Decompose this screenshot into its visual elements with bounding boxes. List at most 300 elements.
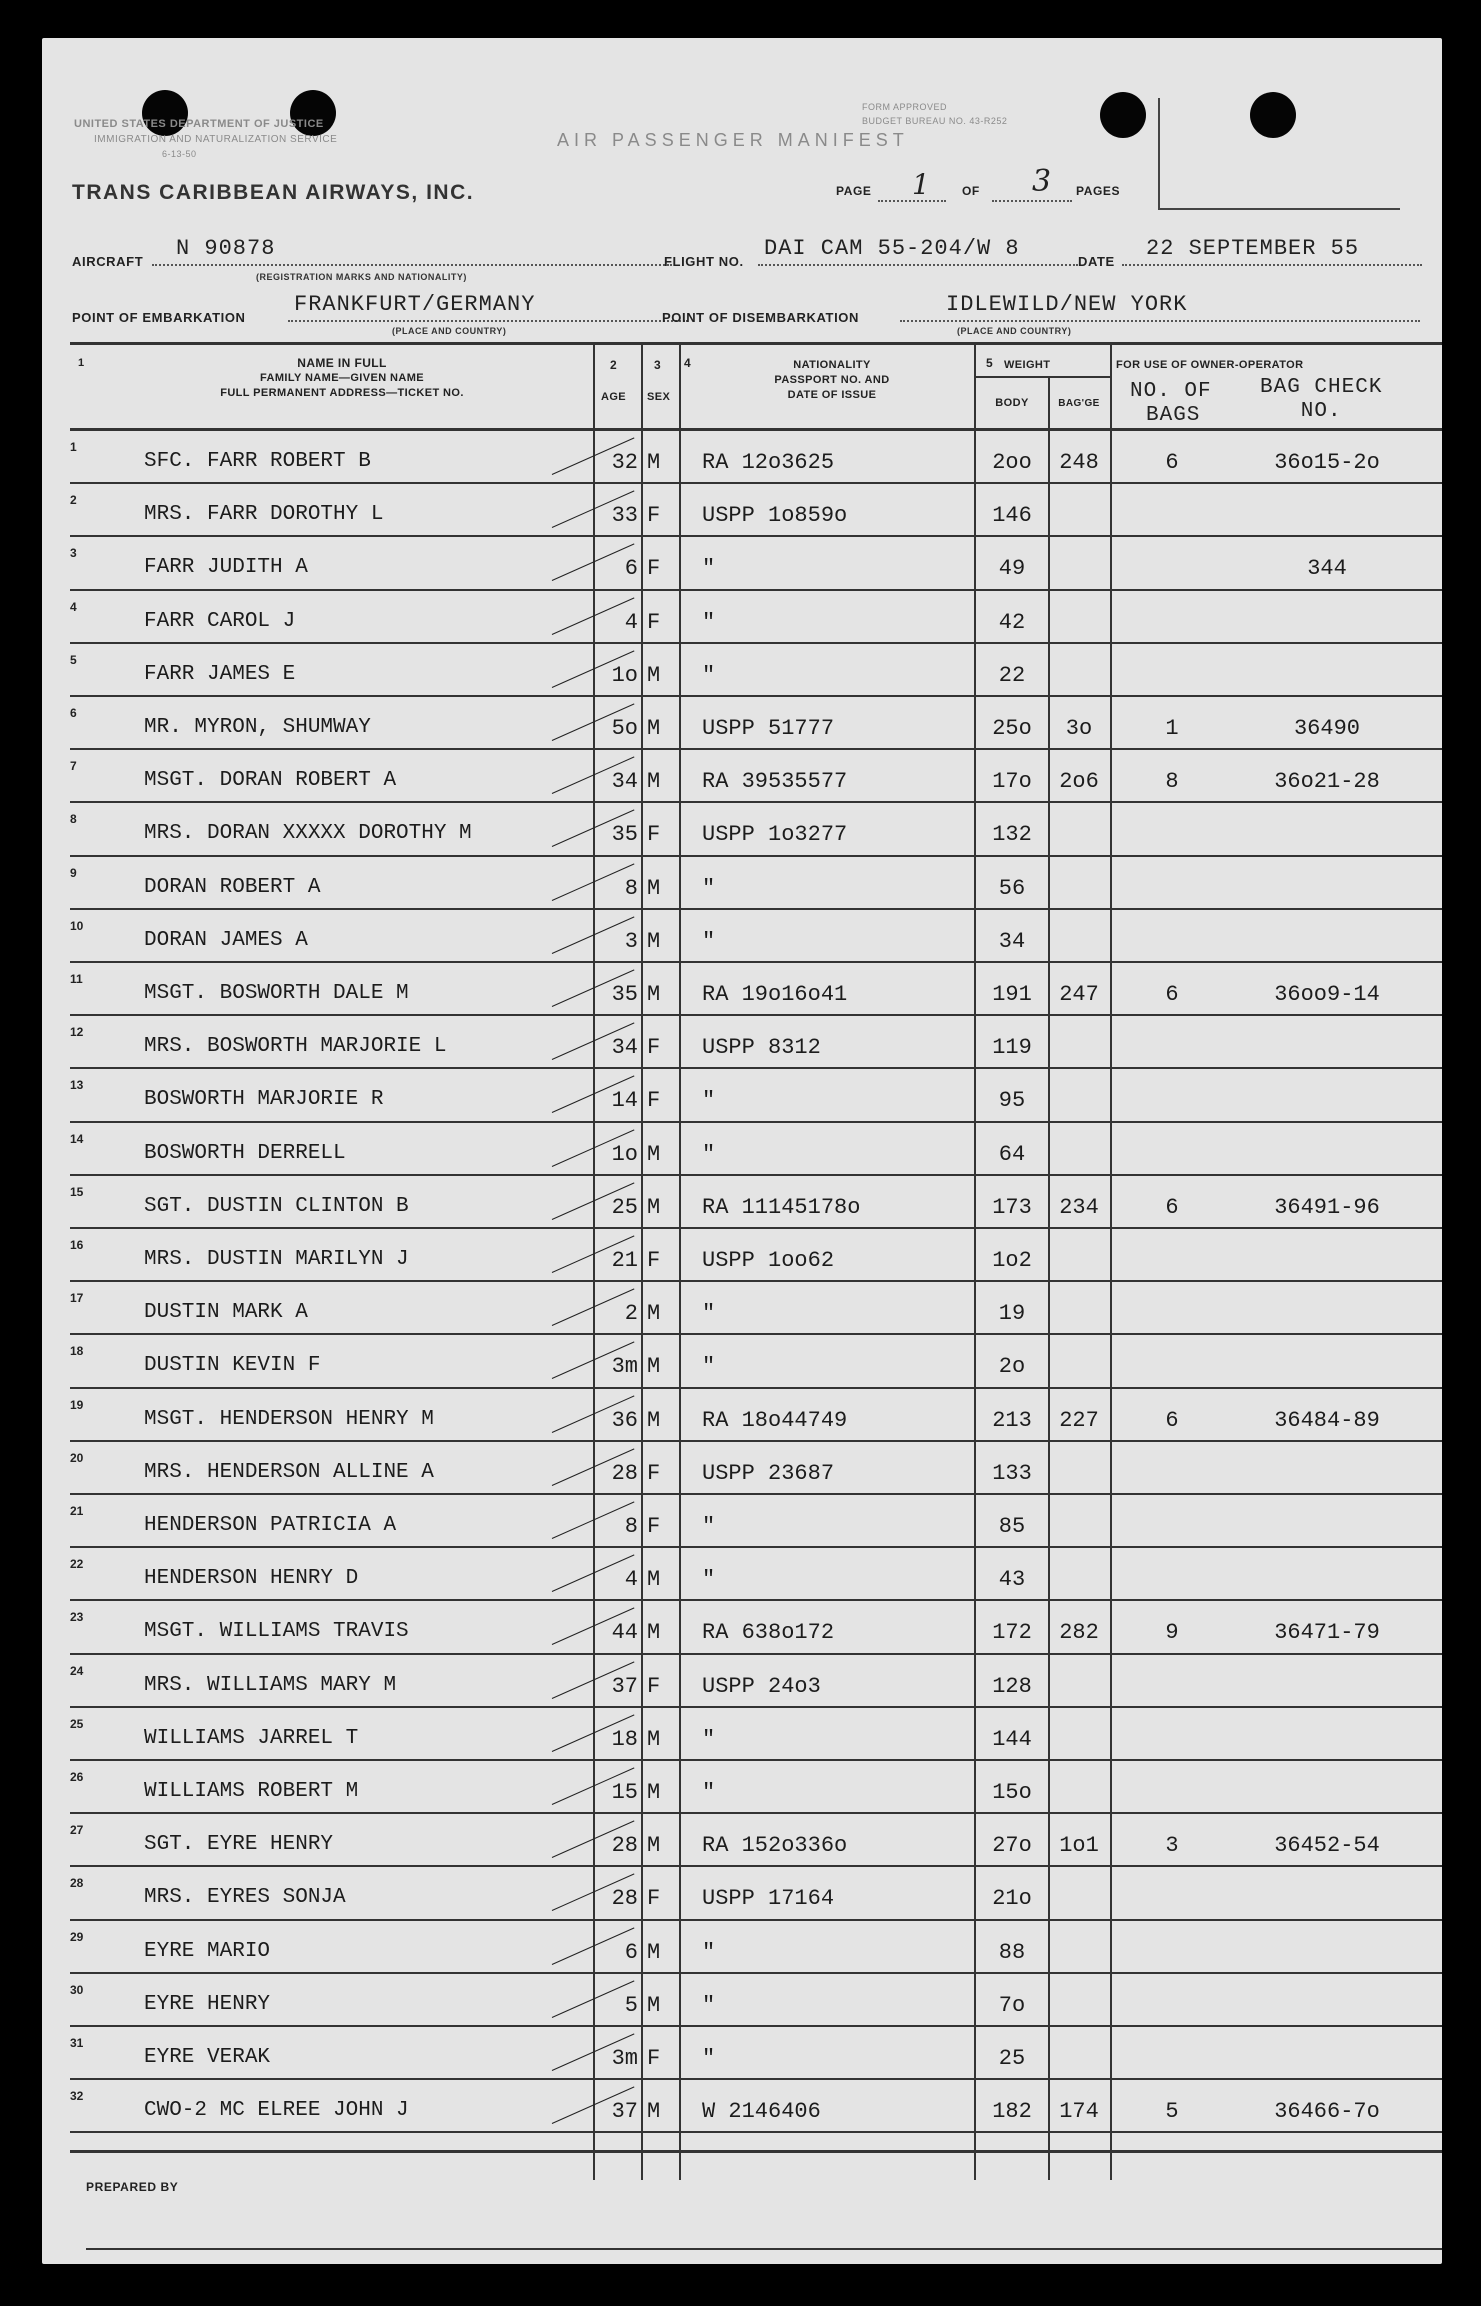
passenger-name: MRS. WILLIAMS MARY M — [144, 1673, 397, 1697]
flight-value: DAI CAM 55-204/W 8 — [764, 236, 1020, 261]
disembark-value: IDLEWILD/NEW YORK — [946, 292, 1188, 317]
passenger-sex: F — [647, 1088, 661, 1114]
bag-check-number: 36491-96 — [1274, 1194, 1380, 1220]
page-underline — [878, 200, 946, 202]
body-weight: 21o — [992, 1886, 1032, 1912]
row-rule — [70, 695, 1442, 697]
bag-check-number: 36452-54 — [1274, 1833, 1380, 1859]
col-name-header: NAME IN FULL FAMILY NAME—GIVEN NAME FULL PERMANENT ADDRESS—TICKET NO. — [220, 356, 464, 399]
passenger-passport: " — [702, 1088, 716, 1114]
passenger-sex: F — [647, 556, 661, 582]
passenger-age: 34 — [611, 1035, 638, 1061]
bag-check-number: 36484-89 — [1274, 1407, 1380, 1433]
row-number: 30 — [70, 1982, 84, 1997]
row-number: 28 — [70, 1876, 84, 1891]
passenger-name: MRS. HENDERSON ALLINE A — [144, 1460, 434, 1484]
passenger-sex: F — [647, 1248, 661, 1273]
passenger-name: FARR CAROL J — [144, 609, 296, 633]
passenger-passport: RA 39535577 — [702, 769, 848, 795]
passenger-age: 18 — [611, 1726, 638, 1752]
row-number: 4 — [70, 599, 77, 614]
col-num: 3 — [654, 358, 662, 372]
passenger-passport: RA 638o172 — [702, 1620, 835, 1646]
baggage-weight: 174 — [1059, 2099, 1099, 2125]
passenger-passport: RA 18o44749 — [702, 1407, 848, 1433]
agency-line: 6-13-50 — [162, 149, 197, 159]
bag-count: 6 — [1165, 1194, 1179, 1220]
passenger-age: 15 — [611, 1780, 638, 1805]
row-number: 21 — [70, 1504, 84, 1518]
bag-check-number: 36oo9-14 — [1274, 982, 1380, 1007]
row-number: 16 — [70, 1238, 84, 1252]
bag-count: 6 — [1165, 1407, 1179, 1433]
row-rule — [70, 535, 1442, 537]
date-underline — [1122, 264, 1422, 266]
passenger-sex: M — [647, 1141, 661, 1167]
row-number: 14 — [70, 1131, 84, 1146]
passenger-sex: M — [647, 875, 661, 901]
passenger-name: DORAN ROBERT A — [144, 875, 321, 899]
body-weight: 49 — [998, 556, 1026, 582]
embark-label: POINT OF EMBARKATION — [72, 310, 246, 325]
passenger-sex: F — [647, 1886, 661, 1912]
bag-check-number: 36490 — [1293, 716, 1360, 741]
passenger-passport: " — [702, 1354, 716, 1380]
bag-count: 5 — [1165, 2099, 1179, 2125]
bag-count: 9 — [1165, 1620, 1179, 1646]
passenger-passport: " — [702, 662, 716, 688]
passenger-sex: F — [647, 822, 661, 848]
row-rule — [70, 1706, 1442, 1708]
passenger-sex: M — [647, 1620, 661, 1646]
passenger-age: 32 — [611, 450, 638, 475]
body-weight: 133 — [992, 1460, 1032, 1486]
form-title: AIR PASSENGER MANIFEST — [557, 130, 909, 150]
row-number: 27 — [70, 1823, 84, 1838]
passenger-age: 35 — [611, 982, 638, 1007]
owner-header: FOR USE OF OWNER-OPERATOR — [1116, 359, 1304, 371]
passenger-age: 28 — [611, 1833, 638, 1859]
passenger-name: EYRE HENRY — [144, 1992, 271, 2016]
row-number: 7 — [70, 759, 77, 774]
passenger-age: 3m — [611, 1354, 638, 1380]
col-divider — [1048, 376, 1050, 2180]
row-rule — [70, 1653, 1442, 1655]
row-rule — [70, 801, 1442, 803]
passenger-sex: M — [647, 2099, 661, 2125]
baggage-weight: 3o — [1065, 716, 1093, 741]
body-weight: 7o — [998, 1992, 1026, 2018]
row-rule — [70, 1280, 1442, 1282]
passenger-age: 28 — [611, 1886, 638, 1912]
passenger-age: 4 — [624, 609, 638, 635]
disembark-label: POINT OF DISEMBARKATION — [662, 310, 859, 325]
passenger-name: MSGT. HENDERSON HENRY M — [144, 1407, 434, 1431]
passenger-sex: F — [647, 2046, 661, 2071]
bag-count: 6 — [1165, 982, 1179, 1007]
passenger-name: HENDERSON HENRY D — [144, 1567, 359, 1591]
passenger-sex: M — [647, 1939, 661, 1965]
row-number: 8 — [70, 812, 77, 827]
passenger-name: MRS. EYRES SONJA — [144, 1886, 346, 1910]
passenger-name: MR. MYRON, SHUMWAY — [144, 716, 371, 739]
col-num: 1 — [78, 357, 85, 369]
bag-check-number: 36o21-28 — [1274, 769, 1380, 795]
passenger-sex: M — [647, 450, 661, 475]
row-number: 3 — [70, 546, 77, 561]
col-num: 2 — [610, 358, 618, 372]
budget-line: BUDGET BUREAU NO. 43-R252 — [862, 116, 1008, 126]
row-number: 15 — [70, 1184, 84, 1199]
passenger-sex: F — [647, 1035, 661, 1061]
col-weight-header: WEIGHT — [1004, 359, 1051, 371]
passenger-age: 28 — [611, 1460, 638, 1486]
passenger-name: CWO-2 MC ELREE JOHN J — [144, 2099, 409, 2123]
passenger-sex: M — [647, 1407, 661, 1433]
passenger-age: 1o — [611, 662, 638, 688]
passenger-sex: M — [647, 716, 661, 741]
row-number: 23 — [70, 1610, 84, 1625]
body-weight: 182 — [992, 2099, 1032, 2125]
passenger-passport: " — [702, 556, 716, 582]
total-underline — [992, 200, 1072, 202]
body-weight: 132 — [992, 822, 1032, 848]
bag-check-number: 36466-7o — [1274, 2099, 1380, 2125]
passenger-age: 6 — [624, 556, 638, 582]
passenger-passport: RA 11145178o — [702, 1194, 861, 1220]
passenger-passport: " — [702, 1514, 716, 1539]
passenger-passport: RA 19o16o41 — [702, 982, 848, 1007]
passenger-sex: M — [647, 1726, 661, 1752]
flight-underline — [758, 264, 1078, 266]
body-weight: 42 — [998, 609, 1026, 635]
row-rule — [70, 2131, 1442, 2133]
row-number: 19 — [70, 1397, 84, 1412]
passenger-sex: M — [647, 928, 661, 954]
row-number: 5 — [70, 652, 77, 667]
row-number: 32 — [70, 2089, 84, 2104]
passenger-name: SFC. FARR ROBERT B — [144, 450, 371, 473]
body-weight: 173 — [992, 1194, 1032, 1220]
passenger-age: 5 — [624, 1992, 638, 2018]
of-label: OF — [962, 184, 980, 198]
bag-check-number: 36471-79 — [1274, 1620, 1380, 1646]
passenger-age: 8 — [624, 1514, 638, 1539]
passenger-name: EYRE MARIO — [144, 1939, 271, 1963]
col-passport-header: NATIONALITY PASSPORT NO. AND DATE OF ISSUE — [774, 359, 890, 401]
table-header-rule — [70, 428, 1442, 431]
col-sex-header: SEX — [647, 391, 671, 403]
body-weight: 22 — [998, 662, 1026, 688]
row-number: 6 — [70, 706, 77, 720]
row-rule — [70, 1174, 1442, 1176]
budget-line: FORM APPROVED — [862, 102, 948, 112]
corner-box — [1158, 98, 1400, 210]
col-bag-header: BAG'GE — [1058, 398, 1100, 409]
passenger-name: MSGT. DORAN ROBERT A — [144, 769, 397, 793]
col-divider — [641, 342, 643, 2180]
row-rule — [70, 2025, 1442, 2027]
passenger-name: EYRE VERAK — [144, 2046, 271, 2069]
passenger-age: 5o — [611, 716, 638, 741]
passenger-sex: F — [647, 1673, 661, 1699]
row-number: 9 — [70, 865, 77, 880]
passenger-name: MRS. FARR DOROTHY L — [144, 503, 384, 527]
passenger-age: 25 — [611, 1194, 638, 1220]
passenger-age: 1o — [611, 1141, 638, 1167]
body-weight: 88 — [998, 1939, 1026, 1965]
passenger-sex: M — [647, 982, 661, 1007]
row-number: 25 — [70, 1716, 84, 1731]
passenger-passport: " — [702, 1992, 716, 2018]
passenger-passport: USPP 24o3 — [702, 1673, 821, 1699]
passenger-name: MRS. BOSWORTH MARJORIE L — [144, 1035, 447, 1059]
body-weight: 2o — [998, 1354, 1026, 1380]
bags-header: NO. OF BAGS — [1130, 380, 1212, 427]
date-value: 22 SEPTEMBER 55 — [1146, 236, 1360, 261]
row-number: 17 — [70, 1291, 84, 1306]
embark-caption: (PLACE AND COUNTRY) — [392, 326, 507, 336]
bag-count: 6 — [1165, 450, 1179, 475]
row-rule — [70, 1067, 1442, 1069]
passenger-name: FARR JAMES E — [144, 662, 296, 686]
row-rule — [70, 1227, 1442, 1229]
row-rule — [70, 1972, 1442, 1974]
bag-count: 1 — [1165, 716, 1179, 741]
row-rule — [70, 642, 1442, 644]
passenger-name: BOSWORTH DERRELL — [144, 1141, 346, 1165]
passenger-age: 14 — [611, 1088, 638, 1114]
passenger-passport: " — [702, 609, 716, 635]
passenger-sex: M — [647, 1354, 661, 1380]
body-weight: 172 — [992, 1620, 1032, 1646]
row-number: 31 — [70, 2036, 84, 2050]
page-total: 3 — [1032, 164, 1052, 199]
passenger-age: 2 — [624, 1301, 638, 1327]
page-label: PAGE — [836, 184, 872, 198]
col-num: 4 — [684, 356, 692, 370]
passenger-name: SGT. EYRE HENRY — [144, 1833, 334, 1857]
passenger-age: 34 — [611, 769, 638, 795]
passenger-passport: USPP 23687 — [702, 1460, 835, 1486]
passenger-sex: M — [647, 769, 661, 795]
passenger-sex: M — [647, 1301, 661, 1327]
bag-check-number: 344 — [1307, 556, 1347, 582]
passenger-sex: F — [647, 1514, 661, 1539]
body-weight: 17o — [992, 769, 1032, 795]
aircraft-label: AIRCRAFT — [72, 254, 144, 269]
row-rule — [70, 589, 1442, 591]
page-number: 1 — [912, 168, 930, 201]
body-weight: 119 — [992, 1035, 1032, 1061]
body-weight: 128 — [992, 1673, 1032, 1699]
punch-hole — [1100, 92, 1146, 138]
passenger-passport: USPP 8312 — [702, 1035, 821, 1061]
row-number: 22 — [70, 1557, 84, 1572]
row-rule — [70, 1599, 1442, 1601]
passenger-age: 4 — [624, 1567, 638, 1593]
weight-subrule — [974, 376, 1110, 378]
passenger-name: MRS. DORAN XXXXX DOROTHY M — [144, 822, 472, 846]
embark-underline — [288, 320, 688, 322]
date-label: DATE — [1078, 254, 1115, 269]
col-body-header: BODY — [995, 397, 1029, 409]
passenger-age: 35 — [611, 822, 638, 848]
passenger-age: 36 — [611, 1407, 638, 1433]
passenger-passport: USPP 1oo62 — [702, 1248, 835, 1273]
passenger-name: DORAN JAMES A — [144, 928, 308, 952]
passenger-passport: USPP 51777 — [702, 716, 835, 741]
body-weight: 43 — [998, 1567, 1026, 1593]
passenger-sex: F — [647, 609, 661, 635]
row-number: 26 — [70, 1770, 84, 1784]
body-weight: 15o — [992, 1780, 1032, 1805]
passenger-age: 3m — [611, 2046, 638, 2071]
passenger-name: MRS. DUSTIN MARILYN J — [144, 1248, 409, 1271]
passenger-name: BOSWORTH MARJORIE R — [144, 1088, 384, 1112]
row-rule — [70, 1919, 1442, 1921]
passenger-passport: " — [702, 928, 716, 954]
row-number: 24 — [70, 1663, 84, 1678]
passenger-name: DUSTIN KEVIN F — [144, 1354, 321, 1378]
manifest-page — [42, 38, 1442, 2264]
row-number: 20 — [70, 1450, 84, 1465]
airline-name: TRANS CARIBBEAN AIRWAYS, INC. — [72, 181, 475, 204]
row-number: 12 — [70, 1025, 84, 1040]
col-divider — [1110, 342, 1112, 2180]
passenger-name: WILLIAMS ROBERT M — [144, 1780, 359, 1803]
body-weight: 56 — [998, 875, 1026, 901]
signature-line — [86, 2248, 1442, 2250]
passenger-passport: " — [702, 1141, 716, 1167]
row-rule — [70, 1865, 1442, 1867]
body-weight: 2oo — [992, 450, 1032, 475]
passenger-passport: RA 152o336o — [702, 1833, 848, 1859]
passenger-name: SGT. DUSTIN CLINTON B — [144, 1194, 409, 1218]
row-number: 13 — [70, 1078, 84, 1093]
body-weight: 95 — [998, 1088, 1026, 1114]
row-rule — [70, 2078, 1442, 2080]
passenger-passport: " — [702, 1780, 716, 1805]
passenger-name: MSGT. WILLIAMS TRAVIS — [144, 1620, 409, 1644]
passenger-age: 6 — [624, 1939, 638, 1965]
row-rule — [70, 855, 1442, 857]
row-rule — [70, 1440, 1442, 1442]
body-weight: 19 — [998, 1301, 1026, 1327]
baggage-weight: 282 — [1059, 1620, 1099, 1646]
passenger-passport: " — [702, 875, 716, 901]
row-rule — [70, 1493, 1442, 1495]
passenger-name: MSGT. BOSWORTH DALE M — [144, 982, 409, 1005]
bag-check-number: 36o15-2o — [1274, 450, 1380, 475]
passenger-sex: M — [647, 1194, 661, 1220]
passenger-sex: M — [647, 1833, 661, 1859]
passenger-sex: F — [647, 503, 661, 529]
disembark-caption: (PLACE AND COUNTRY) — [957, 326, 1072, 336]
bag-count: 3 — [1165, 1833, 1179, 1859]
col-num: 5 — [986, 356, 994, 370]
passenger-passport: USPP 1o3277 — [702, 822, 848, 848]
aircraft-caption: (REGISTRATION MARKS AND NATIONALITY) — [256, 272, 467, 282]
baggage-weight: 248 — [1059, 450, 1099, 475]
pages-label: PAGES — [1076, 184, 1121, 198]
table-bottom-rule — [70, 2150, 1442, 2153]
passenger-sex: F — [647, 1460, 661, 1486]
passenger-age: 8 — [624, 875, 638, 901]
agency-line: IMMIGRATION AND NATURALIZATION SERVICE — [94, 134, 338, 145]
passenger-name: FARR JUDITH A — [144, 556, 308, 580]
row-number: 2 — [70, 493, 77, 508]
passenger-name: DUSTIN MARK A — [144, 1301, 308, 1325]
passenger-passport: USPP 1o859o — [702, 503, 848, 529]
bag-count: 8 — [1165, 769, 1179, 795]
passenger-passport: " — [702, 1567, 716, 1593]
passenger-passport: " — [702, 1301, 716, 1327]
passenger-sex: M — [647, 1567, 661, 1593]
disembark-underline — [900, 320, 1420, 322]
prepared-by-label: PREPARED BY — [86, 2180, 179, 2194]
body-weight: 85 — [998, 1514, 1026, 1539]
table-top-rule — [70, 342, 1442, 345]
row-rule — [70, 961, 1442, 963]
body-weight: 25o — [992, 716, 1032, 741]
body-weight: 144 — [992, 1726, 1032, 1752]
passenger-sex: M — [647, 1780, 661, 1805]
body-weight: 27o — [992, 1833, 1032, 1859]
passenger-age: 37 — [611, 1673, 638, 1699]
passenger-passport: USPP 17164 — [702, 1886, 835, 1912]
row-rule — [70, 1121, 1442, 1123]
row-rule — [70, 1759, 1442, 1761]
row-rule — [70, 1014, 1442, 1016]
row-rule — [70, 908, 1442, 910]
row-rule — [70, 1387, 1442, 1389]
body-weight: 64 — [998, 1141, 1026, 1167]
flight-label: FLIGHT NO. — [664, 254, 744, 269]
check-header: BAG CHECK NO. — [1260, 376, 1383, 423]
row-rule — [70, 1546, 1442, 1548]
row-rule — [70, 1333, 1442, 1335]
passenger-age: 3 — [624, 928, 638, 954]
passenger-name: WILLIAMS JARREL T — [144, 1726, 359, 1750]
col-divider — [679, 342, 681, 2180]
row-number: 10 — [70, 918, 84, 933]
aircraft-underline — [152, 264, 672, 266]
row-number: 18 — [70, 1344, 84, 1359]
baggage-weight: 2o6 — [1059, 769, 1099, 795]
col-age-header: AGE — [601, 391, 627, 403]
passenger-passport: " — [702, 1939, 716, 1965]
passenger-sex: M — [647, 662, 661, 688]
passenger-age: 21 — [611, 1248, 638, 1273]
body-weight: 213 — [992, 1407, 1032, 1433]
passenger-passport: " — [702, 1726, 716, 1752]
passenger-sex: M — [647, 1992, 661, 2018]
body-weight: 1o2 — [992, 1248, 1032, 1273]
baggage-weight: 247 — [1059, 982, 1099, 1007]
row-number: 1 — [70, 440, 77, 454]
passenger-passport: W 2146406 — [702, 2099, 821, 2125]
passenger-passport: RA 12o3625 — [702, 450, 835, 475]
passenger-passport: " — [702, 2046, 716, 2071]
passenger-name: HENDERSON PATRICIA A — [144, 1514, 397, 1537]
body-weight: 34 — [998, 928, 1026, 954]
body-weight: 25 — [998, 2046, 1026, 2071]
agency-line: UNITED STATES DEPARTMENT OF JUSTICE — [74, 118, 324, 130]
row-number: 11 — [70, 972, 83, 986]
col-divider — [974, 342, 976, 2180]
body-weight: 191 — [992, 982, 1032, 1007]
